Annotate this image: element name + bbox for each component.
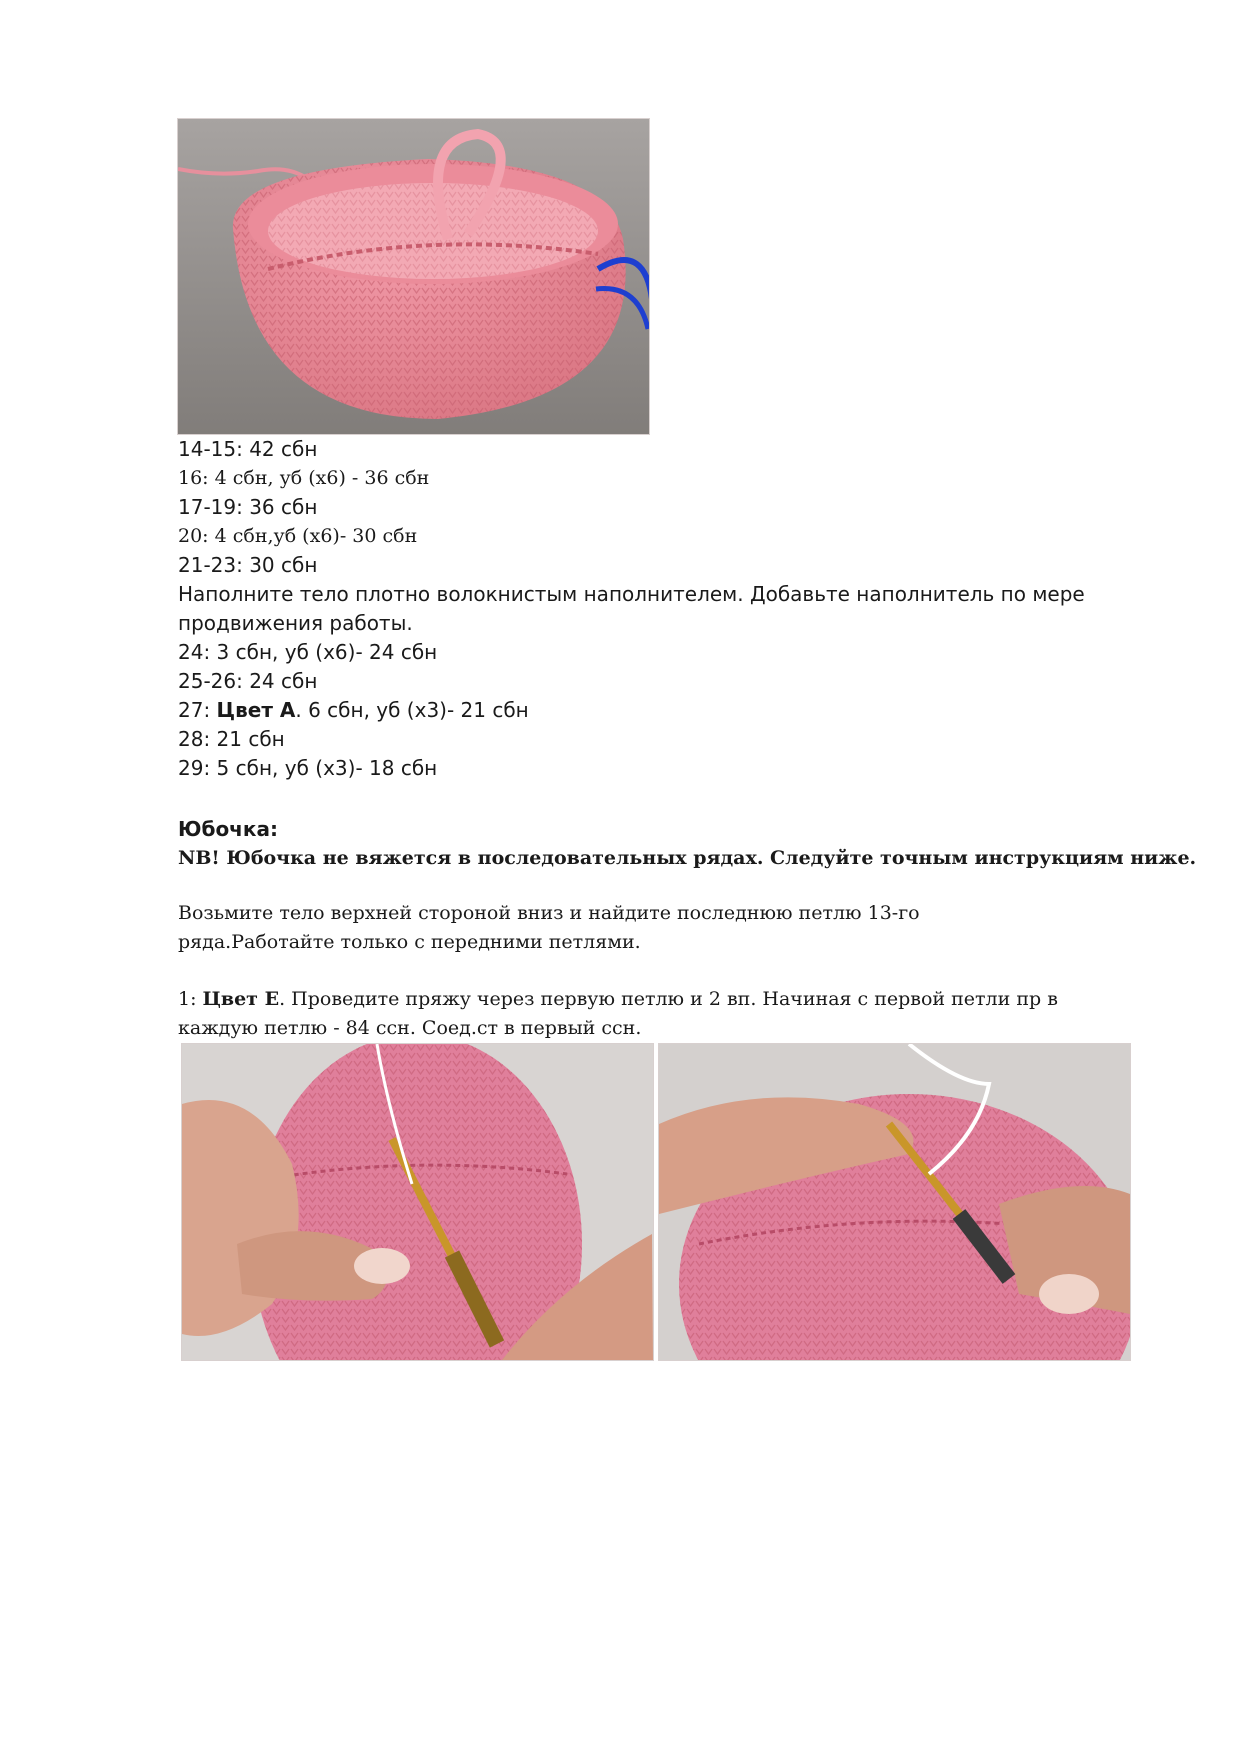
skirt-step-1 (178, 985, 1168, 1043)
skirt-heading: Юбочка: (178, 817, 278, 841)
row-27-rest: . 6 сбн, уб (х3)- 21 сбн (295, 698, 529, 722)
stuffing-note-line-2: продвижения работы. (178, 611, 413, 635)
row-27-prefix: 27: (178, 698, 217, 722)
row-instructions (178, 435, 1168, 783)
row-17-19: 17-19: 36 сбн (178, 495, 318, 519)
step-1-line-1 (178, 985, 1168, 1014)
row-29: 29: 5 сбн, уб (х3)- 18 сбн (178, 756, 438, 780)
row-21-23: 21-23: 30 сбн (178, 553, 318, 577)
row-16: 16: 4 сбн, уб (х6) - 36 сбн (178, 467, 430, 489)
instructions-line-2: ряда.Работайте только с передними петлями. (178, 931, 641, 953)
row-27 (178, 696, 1168, 725)
crochet-bowl-photo (177, 118, 650, 435)
crochet-hook-front-loop-photo (181, 1043, 654, 1361)
row-28: 28: 21 сбн (178, 727, 285, 751)
row-25-26: 25-26: 24 сбн (178, 669, 318, 693)
color-a-label: Цвет А (216, 698, 296, 722)
instructions-line-1: Возьмите тело верхней стороной вниз и найдите последнюю петлю 13-го (178, 902, 920, 924)
skirt-section (178, 815, 1197, 873)
step-1-line-2: каждую петлю - 84 ссн. Соед.ст в первый ссн. (178, 1017, 642, 1039)
skirt-instructions (178, 899, 1168, 957)
stuffing-note-line-1: Наполните тело плотно волокнистым наполнителем. Добавьте наполнитель по мере (178, 582, 1085, 606)
step-1-prefix: 1: (178, 988, 203, 1010)
crochet-hook-yarn-photo (658, 1043, 1131, 1361)
row-24: 24: 3 сбн, уб (х6)- 24 сбн (178, 640, 438, 664)
color-e-label: Цвет Е (202, 988, 280, 1010)
step-1-rest: . Проведите пряжу через первую петлю и 2 вп. Начиная с первой петли пр в (279, 988, 1058, 1010)
skirt-note: NB! Юбочка не вяжется в последовательных рядах. Следуйте точным инструкциям ниже. (178, 847, 1197, 869)
row-20: 20: 4 сбн,уб (х6)- 30 сбн (178, 525, 418, 547)
row-14-15: 14-15: 42 сбн (178, 437, 318, 461)
